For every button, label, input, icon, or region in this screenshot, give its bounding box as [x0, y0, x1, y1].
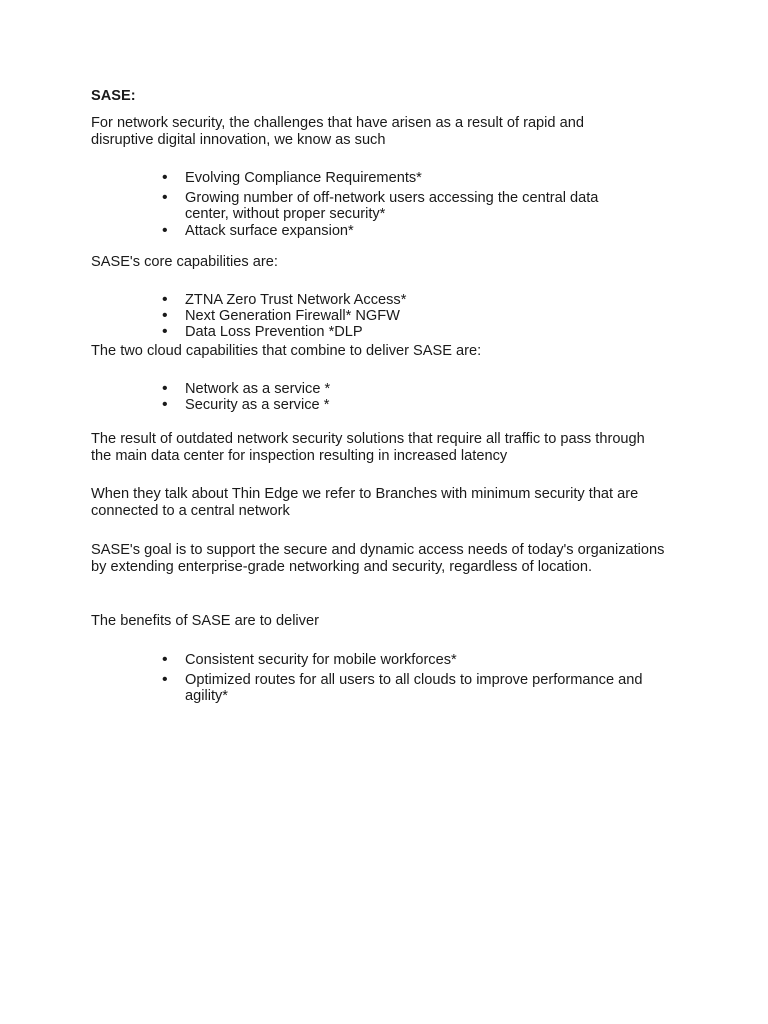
- bullet-icon: •: [162, 307, 168, 324]
- cloud-capabilities-list: [0, 381, 768, 413]
- list-item: • Attack surface expansion*: [162, 222, 354, 239]
- list-item: • Growing number of off-network users accessing the central data center, without proper security*: [162, 189, 599, 222]
- challenges-list: [0, 170, 768, 239]
- list-item: • Consistent security for mobile workforces*: [162, 651, 457, 668]
- list-item: • Security as a service *: [162, 396, 330, 413]
- list-item: • Optimized routes for all users to all clouds to improve performance and agility*: [162, 671, 643, 704]
- thin-edge-paragraph: When they talk about Thin Edge we refer to Branches with minimum security that are connected to a central network: [91, 486, 639, 519]
- bullet-icon: •: [162, 396, 168, 413]
- intro-paragraph: For network security, the challenges that have arisen as a result of rapid and disruptive digital innovation, we know as such: [91, 115, 584, 148]
- bullet-icon: •: [162, 169, 168, 186]
- outdated-paragraph: The result of outdated network security solutions that require all traffic to pass through the main data center for inspection resulting in increased latency: [91, 431, 645, 464]
- benefits-heading: The benefits of SASE are to deliver: [91, 613, 319, 629]
- cloud-heading: The two cloud capabilities that combine to deliver SASE are:: [91, 343, 482, 359]
- bullet-icon: •: [162, 189, 168, 206]
- list-item: • Next Generation Firewall* NGFW: [162, 307, 400, 324]
- document-title: SASE:: [91, 88, 136, 104]
- bullet-icon: •: [162, 380, 168, 397]
- list-item: • Network as a service *: [162, 380, 331, 397]
- bullet-icon: •: [162, 291, 168, 308]
- bullet-icon: •: [162, 222, 168, 239]
- core-capabilities-list: [0, 292, 768, 340]
- bullet-icon: •: [162, 651, 168, 668]
- list-item: • Data Loss Prevention *DLP: [162, 323, 363, 340]
- list-item: • Evolving Compliance Requirements*: [162, 169, 422, 186]
- core-heading: SASE's core capabilities are:: [91, 254, 278, 270]
- list-item: • ZTNA Zero Trust Network Access*: [162, 291, 407, 308]
- bullet-icon: •: [162, 323, 168, 340]
- goal-paragraph: SASE's goal is to support the secure and dynamic access needs of today's organizations by extending enterprise-grade networking and security, regardless of location.: [91, 542, 665, 575]
- benefits-list: [0, 652, 768, 704]
- bullet-icon: •: [162, 671, 168, 688]
